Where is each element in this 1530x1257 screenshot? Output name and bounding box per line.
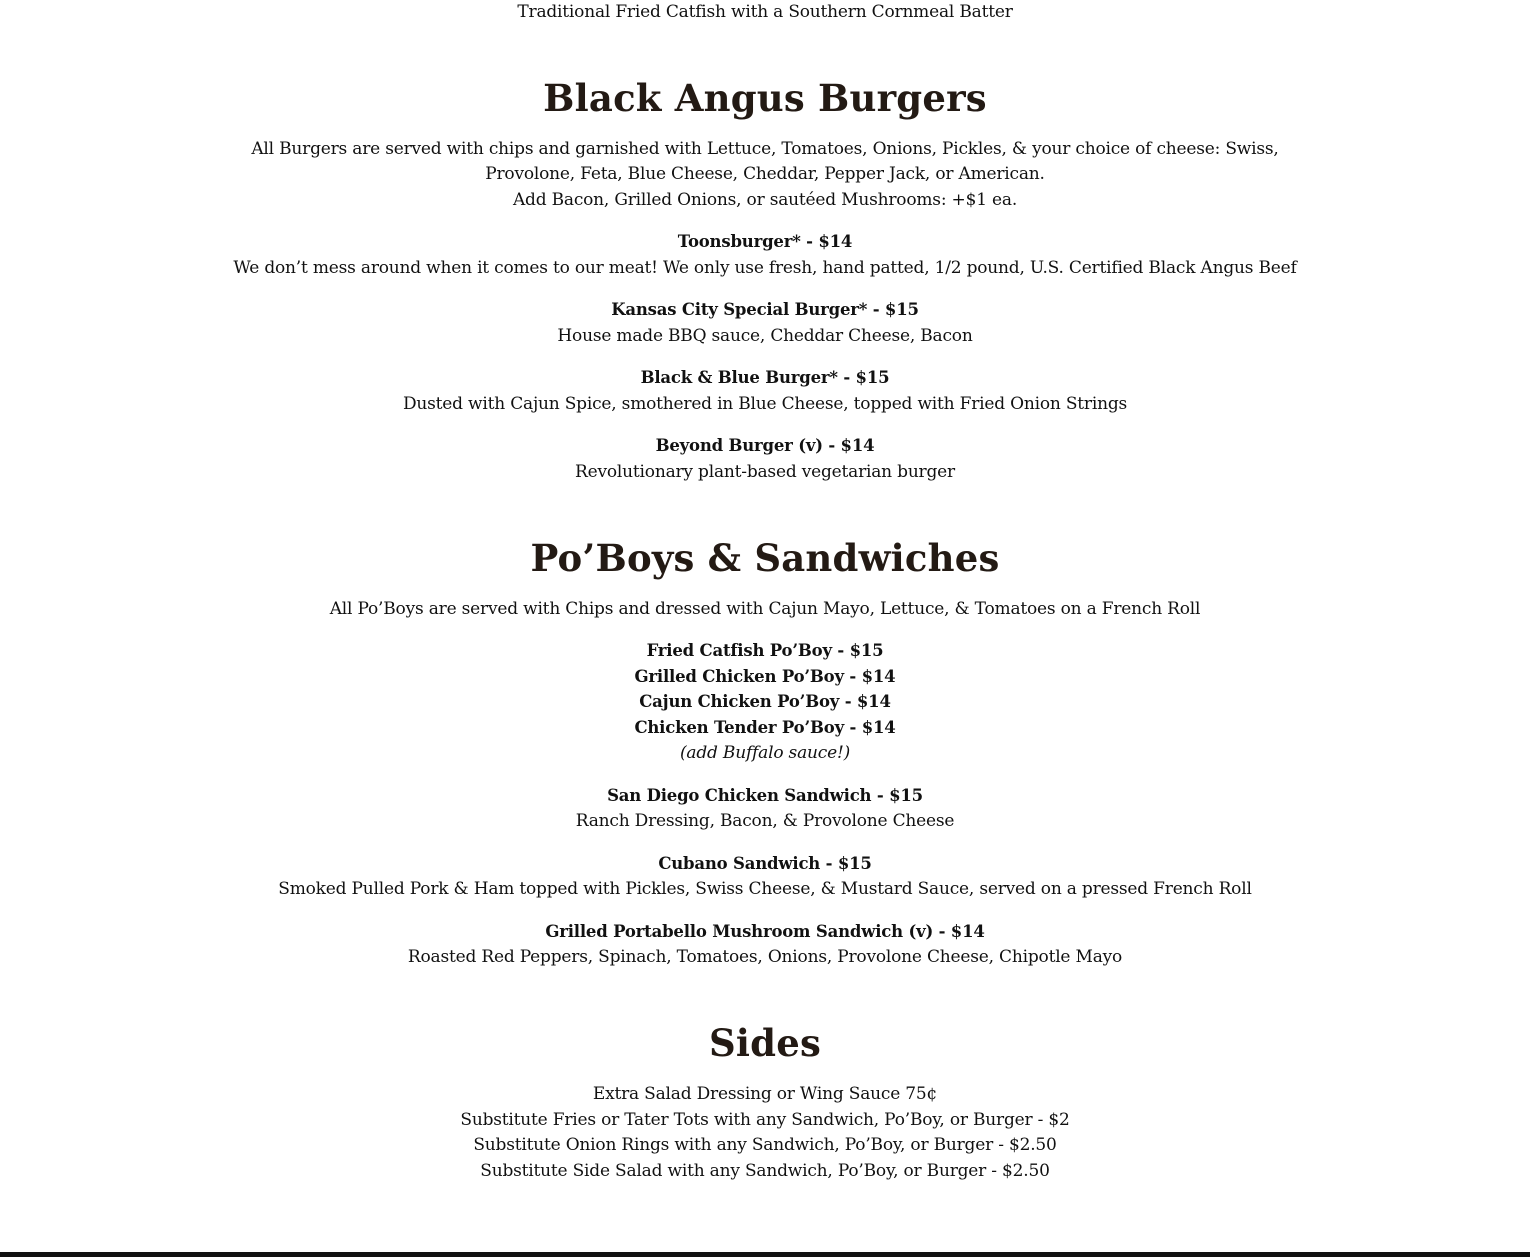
poboy-title: Fried Catfish Po’Boy - $15 [646, 641, 884, 660]
burgers-intro-line: All Burgers are served with chips and garnished with Lettuce, Tomatoes, Onions, Pickles, & your choice of cheese: Swiss, [251, 139, 1279, 159]
menu-item-title: Grilled Portabello Mushroom Sandwich (v) - $14 [545, 922, 985, 941]
poboy-title: Grilled Chicken Po’Boy - $14 [634, 667, 896, 686]
side-line: Substitute Fries or Tater Tots with any Sandwich, Po’Boy, or Burger - $2 [460, 1110, 1070, 1130]
menu-item-description: Revolutionary plant-based vegetarian burger [575, 462, 955, 482]
menu-item-description: Smoked Pulled Pork & Ham topped with Pickles, Swiss Cheese, & Mustard Sauce, served on a pressed French Roll [278, 879, 1252, 899]
burgers-intro-line: Provolone, Feta, Blue Cheese, Cheddar, Pepper Jack, or American. [485, 164, 1045, 184]
section-heading-poboys: Po’Boys & Sandwiches [530, 536, 1000, 580]
menu-item-description: House made BBQ sauce, Cheddar Cheese, Bacon [557, 326, 973, 346]
section-heading-burgers: Black Angus Burgers [543, 76, 987, 120]
side-line: Extra Salad Dressing or Wing Sauce 75¢ [592, 1084, 938, 1104]
menu-item-title: Cubano Sandwich - $15 [658, 854, 872, 873]
side-line: Substitute Side Salad with any Sandwich, Po’Boy, or Burger - $2.50 [480, 1161, 1050, 1181]
poboy-note: (add Buffalo sauce!) [679, 743, 851, 763]
menu-item-description: Ranch Dressing, Bacon, & Provolone Cheese [575, 811, 955, 831]
menu-item-title: Black & Blue Burger* - $15 [640, 368, 890, 387]
burgers-addons-line: Add Bacon, Grilled Onions, or sautéed Mushrooms: +$1 ea. [512, 190, 1018, 210]
menu-item-title: Beyond Burger (v) - $14 [655, 436, 875, 455]
menu-item-title: San Diego Chicken Sandwich - $15 [607, 786, 923, 805]
menu-item-description: Roasted Red Peppers, Spinach, Tomatoes, Onions, Provolone Cheese, Chipotle Mayo [407, 947, 1123, 967]
poboy-title: Chicken Tender Po’Boy - $14 [634, 718, 896, 737]
menu-item-description: We don’t mess around when it comes to our meat! We only use fresh, hand patted, 1/2 pound, U.S. Certified Black Angus Beef [233, 258, 1297, 278]
poboys-intro: All Po’Boys are served with Chips and dressed with Cajun Mayo, Lettuce, & Tomatoes on a French Roll [329, 599, 1201, 619]
menu-item-title: Kansas City Special Burger* - $15 [611, 300, 919, 319]
menu-item-description: Dusted with Cajun Spice, smothered in Blue Cheese, topped with Fried Onion Strings [402, 394, 1128, 414]
poboy-title: Cajun Chicken Po’Boy - $14 [639, 692, 891, 711]
bottom-divider [0, 1252, 1530, 1257]
menu-item-title: Toonsburger* - $14 [677, 232, 853, 251]
catfish-description: Traditional Fried Catfish with a Southern Cornmeal Batter [517, 2, 1013, 22]
section-heading-sides: Sides [708, 1021, 822, 1065]
side-line: Substitute Onion Rings with any Sandwich, Po’Boy, or Burger - $2.50 [473, 1135, 1057, 1155]
